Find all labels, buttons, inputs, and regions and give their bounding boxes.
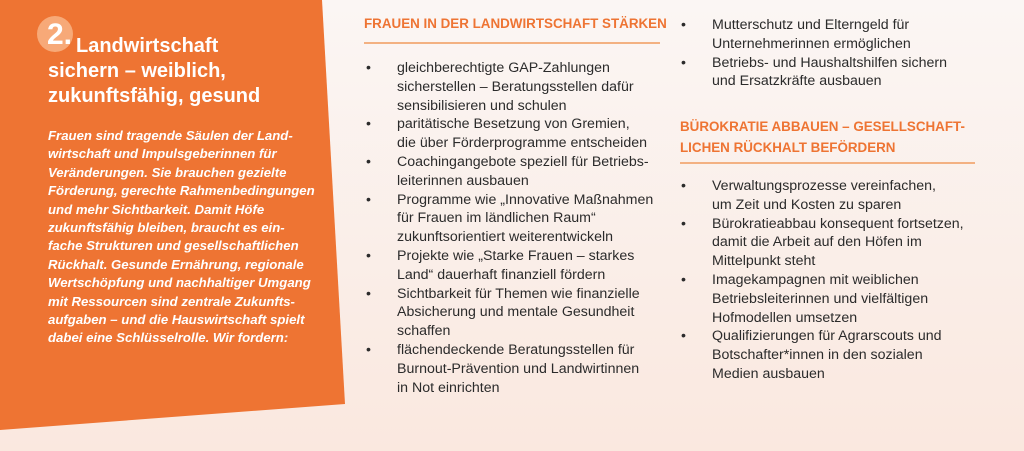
item-line: Verwaltungsprozesse vereinfachen,: [712, 178, 936, 194]
item-line: Qualifizierungen für Agrarscouts und: [712, 328, 942, 345]
bullet-icon: •: [366, 247, 371, 264]
section-title-line: Landwirtschaft: [76, 35, 219, 57]
block1-heading: FRAUEN IN DER LANDWIRTSCHAFT STÄRKEN: [364, 16, 667, 31]
item-line: Mutterschutz und Elterngeld für: [712, 17, 910, 33]
intro-line: fache Strukturen und gesellschaftlichen: [48, 238, 299, 254]
item-line: sensibilisieren und schulen: [397, 97, 567, 114]
item-line: zukunftsorientiert weiterentwickeln: [397, 229, 614, 246]
intro-line: und mehr Sichtbarkeit. Damit Höfe: [48, 201, 265, 217]
list-item: [678, 177, 1008, 215]
item-line: Imagekampagnen mit weiblichen: [712, 271, 919, 288]
bullet-icon: •: [366, 341, 371, 358]
item-line: Mittelpunkt steht: [712, 253, 816, 270]
item-line: und Ersatzkräfte ausbauen: [712, 73, 882, 90]
item-line: die über Förderprogramme entscheiden: [397, 135, 647, 152]
section-title: [48, 34, 328, 109]
item-line: Unternehmerinnen ermöglichen: [712, 35, 911, 52]
item-line: Burnout-Prävention und Landwirtinnen: [397, 360, 640, 377]
item-line: damit die Arbeit auf den Höfen im: [712, 234, 922, 251]
item-line: für Frauen im ländlichen Raum“: [397, 210, 596, 227]
section-number: 2.: [47, 18, 73, 51]
item-line: sicherstellen – Beratungsstellen dafür: [397, 78, 634, 95]
bullet-icon: •: [366, 60, 371, 76]
item-line: um Zeit und Kosten zu sparen: [712, 196, 902, 213]
block1-continued-list: [678, 16, 998, 91]
item-line: Coachingangebote speziell für Betriebs-: [397, 153, 649, 170]
intro-line: Veränderungen. Sie brauchen gezielte: [48, 164, 287, 180]
bullet-icon: •: [681, 54, 686, 71]
item-line: Projekte wie „Starke Frauen – starkes: [397, 247, 635, 264]
bullet-icon: •: [681, 17, 686, 33]
intro-line: Frauen sind tragende Säulen der Land-: [48, 128, 293, 143]
item-line: Betriebsleiterinnen und vielfältigen: [712, 290, 929, 307]
intro-line: dabei eine Schlüsselrolle. Wir fordern:: [48, 330, 289, 346]
bullet-icon: •: [366, 116, 371, 133]
intro-line: wirtschaft und Impulsgeberinnen für: [48, 146, 277, 162]
item-line: schaffen: [397, 323, 451, 340]
item-line: Land“ dauerhaft finanziell fördern: [397, 266, 606, 283]
block1-list: [363, 59, 683, 397]
intro-line: aufgaben – und die Hauswirtschaft spielt: [48, 312, 305, 328]
item-line: Bürokratieabbau konsequent fortsetzen,: [712, 215, 964, 232]
list-item: [678, 16, 998, 54]
intro-line: Rückhalt. Gesunde Ernährung, regionale: [48, 256, 304, 272]
intro-line: Förderung, gerechte Rahmenbedingungen: [48, 183, 315, 199]
bullet-icon: •: [681, 328, 686, 345]
item-line: Programme wie „Innovative Maßnahmen: [397, 191, 654, 208]
list-item: [363, 191, 683, 247]
block2-heading-line: BÜROKRATIE ABBAUEN – GESELLSCHAFT-: [680, 119, 965, 134]
list-item: [363, 285, 683, 341]
list-item: [678, 327, 1008, 383]
bullet-icon: •: [681, 271, 686, 288]
item-line: gleichberechtigte GAP-Zahlungen: [397, 60, 610, 76]
item-line: Sichtbarkeit für Themen wie finanzielle: [397, 285, 640, 302]
block2-heading-rule: [680, 162, 975, 164]
bullet-icon: •: [681, 178, 686, 194]
bullet-icon: •: [681, 215, 686, 232]
item-line: leiterinnen ausbauen: [397, 172, 529, 189]
list-item: [678, 271, 1008, 327]
item-line: Botschafter*innen in den sozialen: [712, 347, 923, 364]
item-line: Medien ausbauen: [712, 365, 825, 382]
block2-list: [678, 177, 1008, 384]
block2-heading-line: LICHEN RÜCKHALT BEFÖRDERN: [680, 140, 896, 155]
intro-line: mit Ressourcen sind zentrale Zukunfts-: [48, 293, 295, 309]
section-title-line: zukunftsfähig, gesund: [48, 85, 261, 107]
item-line: in Not einrichten: [397, 379, 500, 396]
item-line: Hofmodellen umsetzen: [712, 309, 858, 326]
list-item: [363, 341, 683, 397]
list-item: [678, 215, 1008, 271]
item-line: Absicherung und mentale Gesundheit: [397, 304, 635, 321]
list-item: [363, 115, 683, 153]
list-item: [363, 247, 683, 285]
list-item: [363, 59, 683, 115]
list-item: [678, 54, 998, 92]
list-item: [363, 153, 683, 191]
intro-text: [48, 127, 323, 348]
item-line: Betriebs- und Haushaltshilfen sichern: [712, 54, 948, 71]
intro-line: zukunftsfähig bleiben, braucht es ein-: [48, 220, 285, 236]
item-line: paritätische Besetzung von Gremien,: [397, 116, 630, 133]
bullet-icon: •: [366, 153, 371, 170]
item-line: flächendeckende Beratungsstellen für: [397, 341, 635, 358]
bullet-icon: •: [366, 285, 371, 302]
intro-line: Wertschöpfung und nachhaltiger Umgang: [48, 275, 311, 291]
block2-heading: [680, 116, 965, 158]
section-title-line: sichern – weiblich,: [48, 60, 226, 82]
block1-heading-rule: [364, 42, 660, 44]
bullet-icon: •: [366, 191, 371, 208]
